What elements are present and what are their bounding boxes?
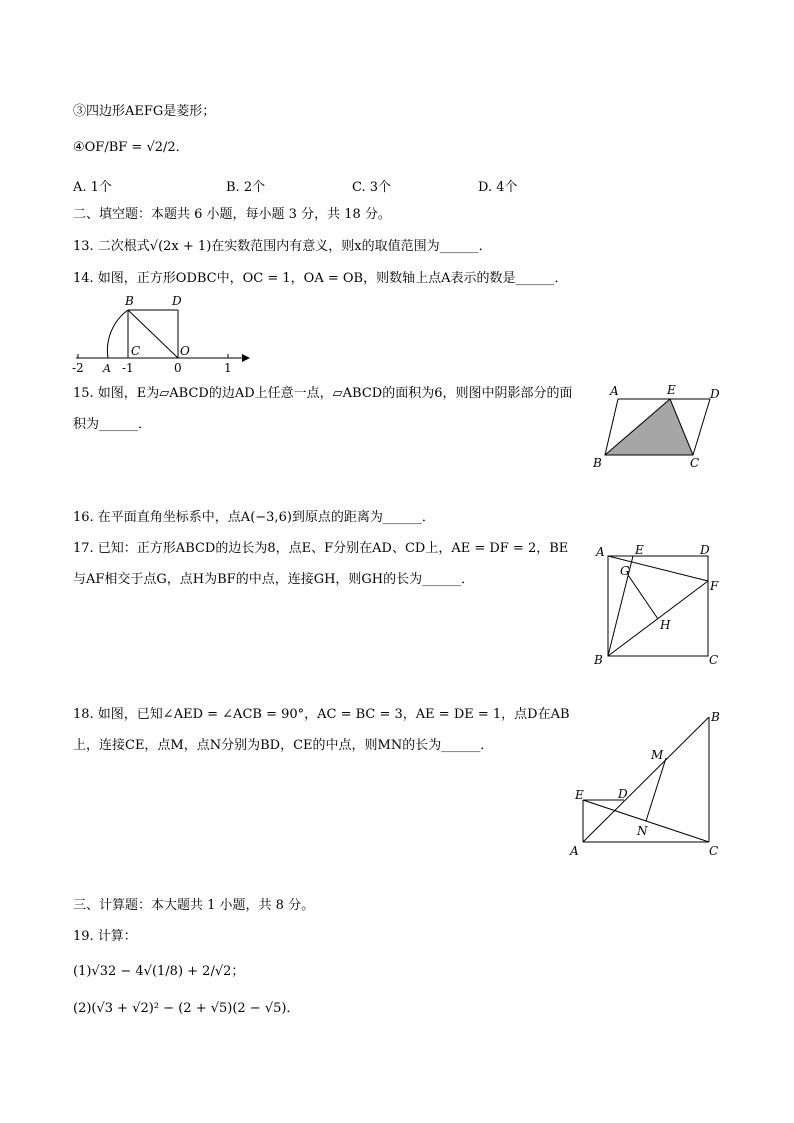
label-a: A xyxy=(596,545,605,559)
question-16: 16. 在平面直角坐标系中，点A(−3,6)到原点的距离为______． xyxy=(73,510,435,525)
label-e: E xyxy=(635,543,644,557)
label-b: B xyxy=(711,710,720,724)
question-18-line2: 上，连接CE，点M，点N分别为BD，CE的中点，则MN的长为______． xyxy=(73,738,494,753)
figure-14-number-line xyxy=(70,292,255,374)
label-h: H xyxy=(660,618,671,632)
label-a: A xyxy=(610,384,619,398)
label-c: C xyxy=(709,653,719,667)
label-e: E xyxy=(667,383,676,397)
label-f: F xyxy=(710,579,719,593)
label-c: C xyxy=(709,844,719,858)
label-m: M xyxy=(651,748,664,762)
label-a: A xyxy=(103,362,111,374)
label-b: B xyxy=(594,653,603,667)
label-d: D xyxy=(700,543,710,557)
section-3-heading: 三、计算题：本大题共 1 小题，共 8 分。 xyxy=(73,898,315,913)
label-d: D xyxy=(618,787,628,801)
option-c: C. 3个 xyxy=(352,180,392,195)
label-b: B xyxy=(593,456,602,470)
label-a: A xyxy=(570,844,579,858)
item-3: ③四边形AEFG是菱形； xyxy=(73,104,216,119)
figure-18-triangles xyxy=(566,705,726,865)
question-15-line2: 积为______． xyxy=(73,417,152,432)
label-g: G xyxy=(620,564,630,578)
question-17-line1: 17. 已知：正方形ABCD的边长为8，点E、F分别在AD、CD上，AE = DF = 2，BE xyxy=(73,541,569,556)
question-18-line1: 18. 如图，已知∠AED = ∠ACB = 90°，AC = BC = 3，AE = DE = 1，点D在AB xyxy=(73,707,570,722)
label-o: O xyxy=(180,344,190,358)
label-n: N xyxy=(637,824,648,838)
label-d: D xyxy=(710,387,720,401)
item-4: ④OF/BF = √2/2． xyxy=(73,140,189,155)
question-19: 19. 计算： xyxy=(73,929,137,944)
figure-17-square xyxy=(590,540,725,670)
label-b: B xyxy=(125,294,134,308)
question-14: 14. 如图，正方形ODBC中，OC = 1，OA = OB，则数轴上点A表示的数是______． xyxy=(73,271,568,286)
option-a: A. 1个 xyxy=(73,180,112,195)
section-2-heading: 二、填空题：本题共 6 小题，每小题 3 分，共 18 分。 xyxy=(73,207,391,222)
option-b: B. 2个 xyxy=(226,180,266,195)
tick-neg1: -1 xyxy=(122,361,134,374)
label-e: E xyxy=(575,788,584,802)
figure-15-parallelogram xyxy=(588,382,723,472)
question-19-part-2: (2)(√3 + √2)² − (2 + √5)(2 − √5)． xyxy=(73,1001,300,1016)
option-d: D. 4个 xyxy=(478,180,518,195)
question-15-line1: 15. 如图，E为▱ABCD的边AD上任意一点，▱ABCD的面积为6，则图中阴影部分的面 xyxy=(73,386,573,401)
label-c: C xyxy=(131,344,141,358)
tick-0: 0 xyxy=(174,361,182,374)
label-d: D xyxy=(172,294,182,308)
question-19-part-1: (1)√32 − 4√(1/8) + 2/√2； xyxy=(73,964,245,979)
question-17-line2: 与AF相交于点G，点H为BF的中点，连接GH，则GH的长为______． xyxy=(73,572,475,587)
label-c: C xyxy=(690,456,700,470)
question-13: 13. 二次根式√(2x + 1)在实数范围内有意义，则x的取值范围为______． xyxy=(73,239,492,254)
tick-1: 1 xyxy=(224,361,232,374)
tick-neg2: -2 xyxy=(72,361,84,374)
